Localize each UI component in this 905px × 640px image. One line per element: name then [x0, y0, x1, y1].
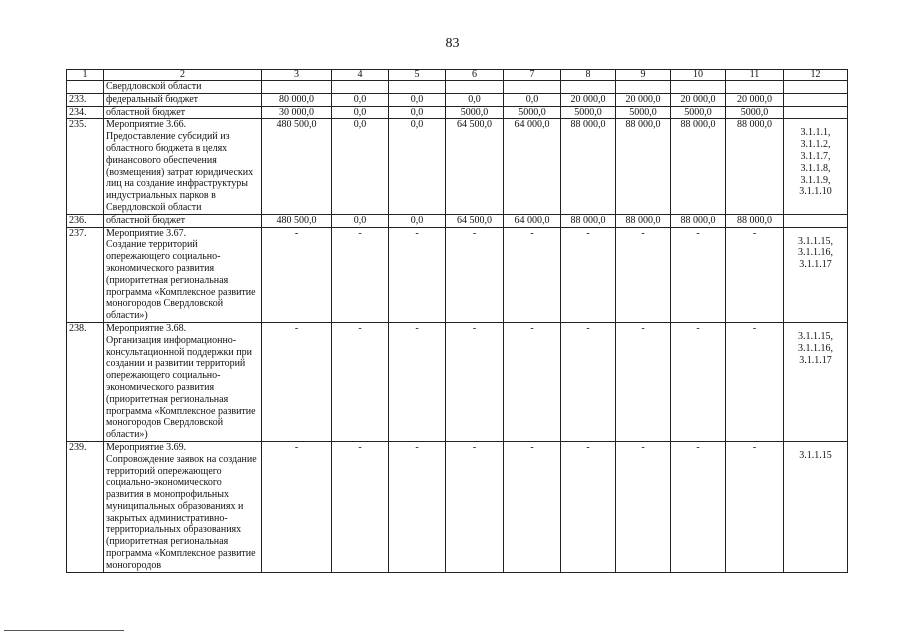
value-cell: -	[671, 227, 726, 322]
value-cell: 88 000,0	[671, 119, 726, 214]
value-cell: 64 000,0	[504, 119, 561, 214]
value-cell: 20 000,0	[671, 93, 726, 106]
value-cell: -	[262, 441, 332, 572]
value-cell	[332, 81, 389, 94]
table-row	[67, 214, 848, 227]
value-cell: -	[332, 322, 389, 441]
value-cell: -	[389, 227, 446, 322]
value-cell: 20 000,0	[616, 93, 671, 106]
value-cell: -	[389, 322, 446, 441]
footer-rule	[4, 630, 124, 631]
value-cell: 0,0	[332, 106, 389, 119]
column-header: 8	[561, 70, 616, 81]
value-cell: -	[262, 227, 332, 322]
value-cell: -	[389, 441, 446, 572]
value-cell: -	[616, 322, 671, 441]
column-header: 2	[104, 70, 262, 81]
row-description: областной бюджет	[104, 214, 262, 227]
value-cell: 88 000,0	[616, 214, 671, 227]
row-number: 234.	[67, 106, 104, 119]
value-cell: -	[726, 227, 784, 322]
value-cell: 0,0	[332, 214, 389, 227]
row-number	[67, 81, 104, 94]
column-header: 5	[389, 70, 446, 81]
value-cell: 0,0	[389, 214, 446, 227]
row-number: 237.	[67, 227, 104, 322]
page-number: 83	[445, 36, 460, 51]
value-cell: -	[671, 441, 726, 572]
row-description: Мероприятие 3.68. Организация информационно-консультационной поддержки при создании и развитии территорий опережающего социально-экономического развития (приоритетная региональная программа «Комплексное развитие моногородов Свердловской области»)	[104, 322, 262, 441]
value-cell: -	[561, 227, 616, 322]
value-cell: -	[262, 322, 332, 441]
row-description: Мероприятие 3.69. Сопровождение заявок на создание территорий опережающего социально-экономического развития в монопрофильных муниципальных образованиях и закрытых административно-территориальных образованиях (приоритетная региональная программа «Комплексное развитие моногородов	[104, 441, 262, 572]
value-cell: 0,0	[389, 119, 446, 214]
value-cell: 5000,0	[561, 106, 616, 119]
header-row	[67, 70, 848, 81]
value-cell: 0,0	[332, 119, 389, 214]
table-row	[67, 227, 848, 322]
value-cell: 88 000,0	[726, 214, 784, 227]
row-description: областной бюджет	[104, 106, 262, 119]
value-cell: -	[446, 227, 504, 322]
row-description: Свердловской области	[104, 81, 262, 94]
value-cell: 88 000,0	[726, 119, 784, 214]
target-refs	[784, 81, 848, 94]
value-cell: 64 500,0	[446, 214, 504, 227]
value-cell	[671, 81, 726, 94]
target-refs: 3.1.1.15, 3.1.1.16, 3.1.1.17	[784, 322, 848, 441]
value-cell: 64 000,0	[504, 214, 561, 227]
row-number: 238.	[67, 322, 104, 441]
value-cell: -	[616, 227, 671, 322]
table-row	[67, 441, 848, 572]
value-cell: 88 000,0	[561, 119, 616, 214]
value-cell	[561, 81, 616, 94]
value-cell: 5000,0	[616, 106, 671, 119]
value-cell	[726, 81, 784, 94]
row-description: федеральный бюджет	[104, 93, 262, 106]
value-cell: 5000,0	[726, 106, 784, 119]
value-cell	[389, 81, 446, 94]
target-refs	[784, 214, 848, 227]
value-cell: -	[504, 441, 561, 572]
value-cell: 88 000,0	[561, 214, 616, 227]
value-cell: -	[561, 322, 616, 441]
value-cell: 0,0	[332, 93, 389, 106]
table-row	[67, 106, 848, 119]
column-header: 12	[784, 70, 848, 81]
value-cell: 88 000,0	[616, 119, 671, 214]
value-cell: 480 500,0	[262, 214, 332, 227]
value-cell: -	[726, 322, 784, 441]
value-cell	[616, 81, 671, 94]
value-cell: 20 000,0	[726, 93, 784, 106]
table-row	[67, 322, 848, 441]
row-number: 235.	[67, 119, 104, 214]
table-row	[67, 119, 848, 214]
value-cell: -	[561, 441, 616, 572]
value-cell: -	[726, 441, 784, 572]
value-cell: 80 000,0	[262, 93, 332, 106]
value-cell: 20 000,0	[561, 93, 616, 106]
column-header: 11	[726, 70, 784, 81]
row-description: Мероприятие 3.66. Предоставление субсидий из областного бюджета в целях финансового обеспечения (возмещения) затрат юридических лиц на создание инфраструктуры индустриальных парков в Свердловской области	[104, 119, 262, 214]
program-table	[66, 69, 848, 573]
table-body	[67, 81, 848, 573]
column-header: 1	[67, 70, 104, 81]
value-cell: -	[332, 227, 389, 322]
table-row	[67, 93, 848, 106]
table-row	[67, 81, 848, 94]
column-header: 10	[671, 70, 726, 81]
value-cell	[446, 81, 504, 94]
row-number: 236.	[67, 214, 104, 227]
column-header: 9	[616, 70, 671, 81]
target-refs: 3.1.1.1, 3.1.1.2, 3.1.1.7, 3.1.1.8, 3.1.1.9, 3.1.1.10	[784, 119, 848, 214]
value-cell: -	[446, 441, 504, 572]
value-cell: 0,0	[446, 93, 504, 106]
value-cell: 0,0	[389, 106, 446, 119]
row-description: Мероприятие 3.67. Создание территорий опережающего социально-экономического развития (приоритетная региональная программа «Комплексное развитие моногородов Свердловской области»)	[104, 227, 262, 322]
value-cell: 0,0	[504, 93, 561, 106]
value-cell: 5000,0	[671, 106, 726, 119]
value-cell: -	[616, 441, 671, 572]
value-cell: 64 500,0	[446, 119, 504, 214]
value-cell: 480 500,0	[262, 119, 332, 214]
target-refs: 3.1.1.15, 3.1.1.16, 3.1.1.17	[784, 227, 848, 322]
value-cell: -	[446, 322, 504, 441]
row-number: 239.	[67, 441, 104, 572]
row-number: 233.	[67, 93, 104, 106]
column-header: 7	[504, 70, 561, 81]
value-cell	[504, 81, 561, 94]
column-header: 4	[332, 70, 389, 81]
value-cell: 0,0	[389, 93, 446, 106]
target-refs	[784, 93, 848, 106]
value-cell: -	[504, 227, 561, 322]
value-cell: -	[671, 322, 726, 441]
value-cell: 5000,0	[504, 106, 561, 119]
column-header: 3	[262, 70, 332, 81]
value-cell	[262, 81, 332, 94]
value-cell: 88 000,0	[671, 214, 726, 227]
target-refs	[784, 106, 848, 119]
value-cell: 5000,0	[446, 106, 504, 119]
value-cell: 30 000,0	[262, 106, 332, 119]
column-header: 6	[446, 70, 504, 81]
target-refs: 3.1.1.15	[784, 441, 848, 572]
value-cell: -	[332, 441, 389, 572]
value-cell: -	[504, 322, 561, 441]
